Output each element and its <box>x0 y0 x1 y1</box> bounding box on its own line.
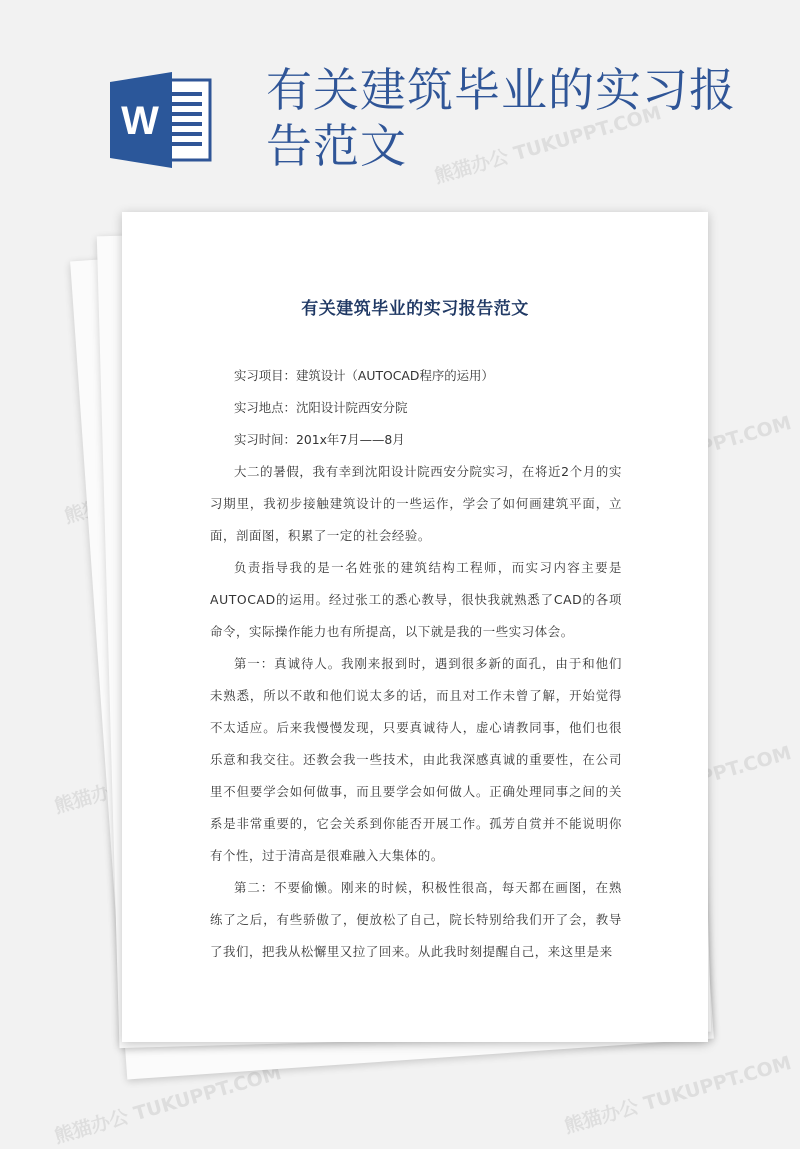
page-title: 有关建筑毕业的实习报告范文 <box>266 63 736 173</box>
paragraph: 负责指导我的是一名姓张的建筑结构工程师，而实习内容主要是AUTOCAD的运用。经过张工的悉心教导，很快我就熟悉了CAD的各项命令，实际操作能力也有所提高，以下就是我的一些实习体会。 <box>210 560 622 639</box>
word-logo-letter: W <box>121 99 159 143</box>
watermark: 熊猫办公 <box>51 775 132 818</box>
paragraph: 大二的暑假，我有幸到沈阳设计院西安分院实习，在将近2个月的实习期里，我初步接触建筑设计的一些运作，学会了如何画建筑平面，立面，剖面图，积累了一定的社会经验。 <box>210 464 622 543</box>
word-document-icon <box>110 72 214 168</box>
watermark: 熊猫办公 TUKUPPT.COM <box>51 1061 284 1148</box>
watermark: 熊猫办公 TUKUPPT.COM <box>561 1051 794 1138</box>
document-body <box>210 360 622 968</box>
document-title: 有关建筑毕业的实习报告范文 <box>301 299 529 319</box>
watermark: 熊猫办公 TUKUPPT.COM <box>431 101 664 188</box>
meta-time: 实习时间：201x年7月——8月 <box>234 432 405 447</box>
meta-project: 实习项目：建筑设计（AUTOCAD程序的运用） <box>234 368 494 383</box>
meta-location: 实习地点：沈阳设计院西安分院 <box>234 400 408 415</box>
paragraph: 第一：真诚待人。我刚来报到时，遇到很多新的面孔，由于和他们未熟悉，所以不敢和他们说太多的话，而且对工作未曾了解，开始觉得不太适应。后来我慢慢发现，只要真诚待人，虚心请教同事，他们也很乐意和我交往。还教会我一些技术，由此我深感真诚的重要性，在公司里不但要学会如何做事，而且要学会如何做人。正确处理同事之间的关系是非常重要的，它会关系到你能否开展工作。孤芳自赏并不能说明你有个性，过于清高是很难融入大集体的。 <box>210 656 622 863</box>
paragraph: 第二：不要偷懒。刚来的时候，积极性很高，每天都在画图，在熟练了之后，有些骄傲了，便放松了自己，院长特别给我们开了会，教导了我们，把我从松懈里又拉了回来。从此我时刻提醒自己，来这里是来 <box>210 880 622 959</box>
watermark: TUKUPPT.COM <box>641 741 794 806</box>
document-page <box>122 212 708 1042</box>
watermark: TUKUPPT.COM <box>641 411 794 476</box>
